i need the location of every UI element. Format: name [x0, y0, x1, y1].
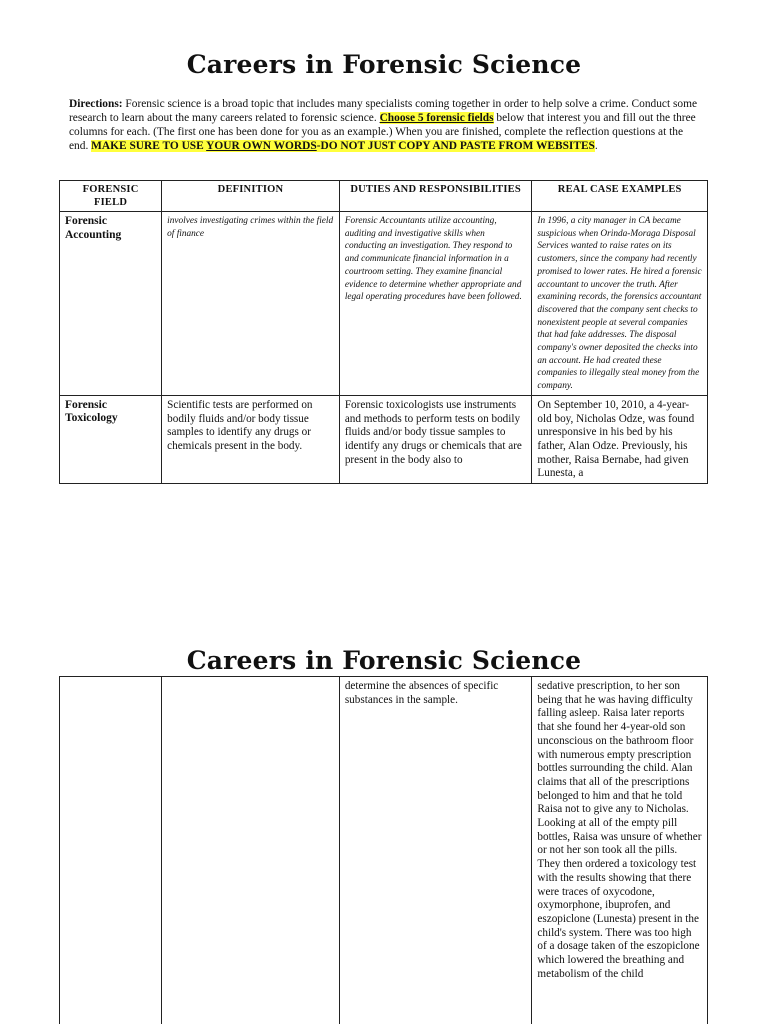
- table-row: [60, 395, 708, 483]
- cell-cases: sedative prescription, to her son being that he was having difficulty falling asleep. Raisa later reports that she found her 4-year-old son unconscious on the bathroom floor with numerous empty prescription bottles surrounding the child. Alan claims that all of the prescriptions belonged to him and that he told Raisa not to give any to Nicholas. Looking at all of the empty pill bottles, Raisa was unsure of whether or not her son took all the pills. They then ordered a toxicology test with the results showing that there were traces of oxycodone, oxymorphone, ibuprofen, and eszopiclone (Lunesta) present in the child's system. There was too high of a dosage taken of the eszopiclone which lowered the breathing and metabolism of the child: [532, 677, 708, 1024]
- highlight-make-sure: MAKE SURE TO USE: [91, 140, 207, 152]
- cell-definition: Scientific tests are performed on bodily fluids and/or body tissue samples to identify any drugs or chemicals present in the body.: [162, 395, 340, 483]
- page-title: Careers in Forensic Science: [186, 646, 582, 675]
- careers-table-continued: [59, 676, 708, 1024]
- table-row: [60, 677, 708, 1024]
- page-title: Careers in Forensic Science: [186, 50, 582, 79]
- page-gap: [0, 560, 768, 630]
- cell-cases: In 1996, a city manager in CA became suspicious when Orinda-Moraga Disposal Services wanted to raise rates on its customers, since the company had recently promised to lower rates. He hired a forensic accountant to uncover the truth. After examining records, the forensics accountant discovered that the company sent checks to nonexistent people at several companies that had fake addresses. The disposal company's owner deposited the checks into an account. He had created these companies to illegally steal money from the company.: [532, 212, 708, 396]
- page-2: [0, 630, 768, 1024]
- table-header-row: [60, 181, 708, 212]
- cell-duties: determine the absences of specific substances in the sample.: [339, 677, 532, 1024]
- directions-paragraph: [69, 97, 701, 153]
- header-definition: DEFINITION: [162, 181, 340, 212]
- cell-field: Forensic Toxicology: [60, 395, 162, 483]
- directions-text-2: below that interest you and fill out the three columns for each. (The first one has been done for you as an example.) When you are finished, complete the reflection questions at the end.: [69, 112, 696, 152]
- directions-text-1: Forensic science is a broad topic that includes many specialists coming together in order to help solve a crime. Conduct some research to learn about the many careers related to forensic science.: [69, 98, 698, 124]
- table-row: [60, 212, 708, 396]
- header-real-cases: REAL CASE EXAMPLES: [532, 181, 708, 212]
- cell-cases: On September 10, 2010, a 4-year-old boy, Nicholas Odze, was found unresponsive in his bed by his father, Alan Odze. Previously, his mother, Raisa Bernabe, had given Lunesta, a: [532, 395, 708, 483]
- header-duties: DUTIES AND RESPONSIBILITIES: [339, 181, 532, 212]
- highlight-choose-fields: Choose 5 forensic fields: [379, 112, 494, 124]
- cell-duties: Forensic Accountants utilize accounting, auditing and investigative skills when conducting an investigation. They respond to and communicate financial information in a courtroom setting. They examine financial evidence to determine whether appropriate and legal operating procedures have been followed.: [339, 212, 532, 396]
- cell-definition: involves investigating crimes within the field of finance: [162, 212, 340, 396]
- cell-duties: Forensic toxicologists use instruments and methods to perform tests on bodily fluids and/or body tissue samples to identify any drugs or chemicals that are present in the body also to: [339, 395, 532, 483]
- cell-definition: [162, 677, 340, 1024]
- directions-label: Directions:: [69, 98, 123, 110]
- header-forensic-field: FORENSIC FIELD: [60, 181, 162, 212]
- directions-text-3: .: [594, 140, 598, 152]
- highlight-own-words: YOUR OWN WORDS: [206, 140, 317, 152]
- cell-field: [60, 677, 162, 1024]
- careers-table: [59, 180, 708, 484]
- cell-field: Forensic Accounting: [60, 212, 162, 396]
- highlight-do-not-copy: -DO NOT JUST COPY AND PASTE FROM WEBSITES: [316, 140, 595, 152]
